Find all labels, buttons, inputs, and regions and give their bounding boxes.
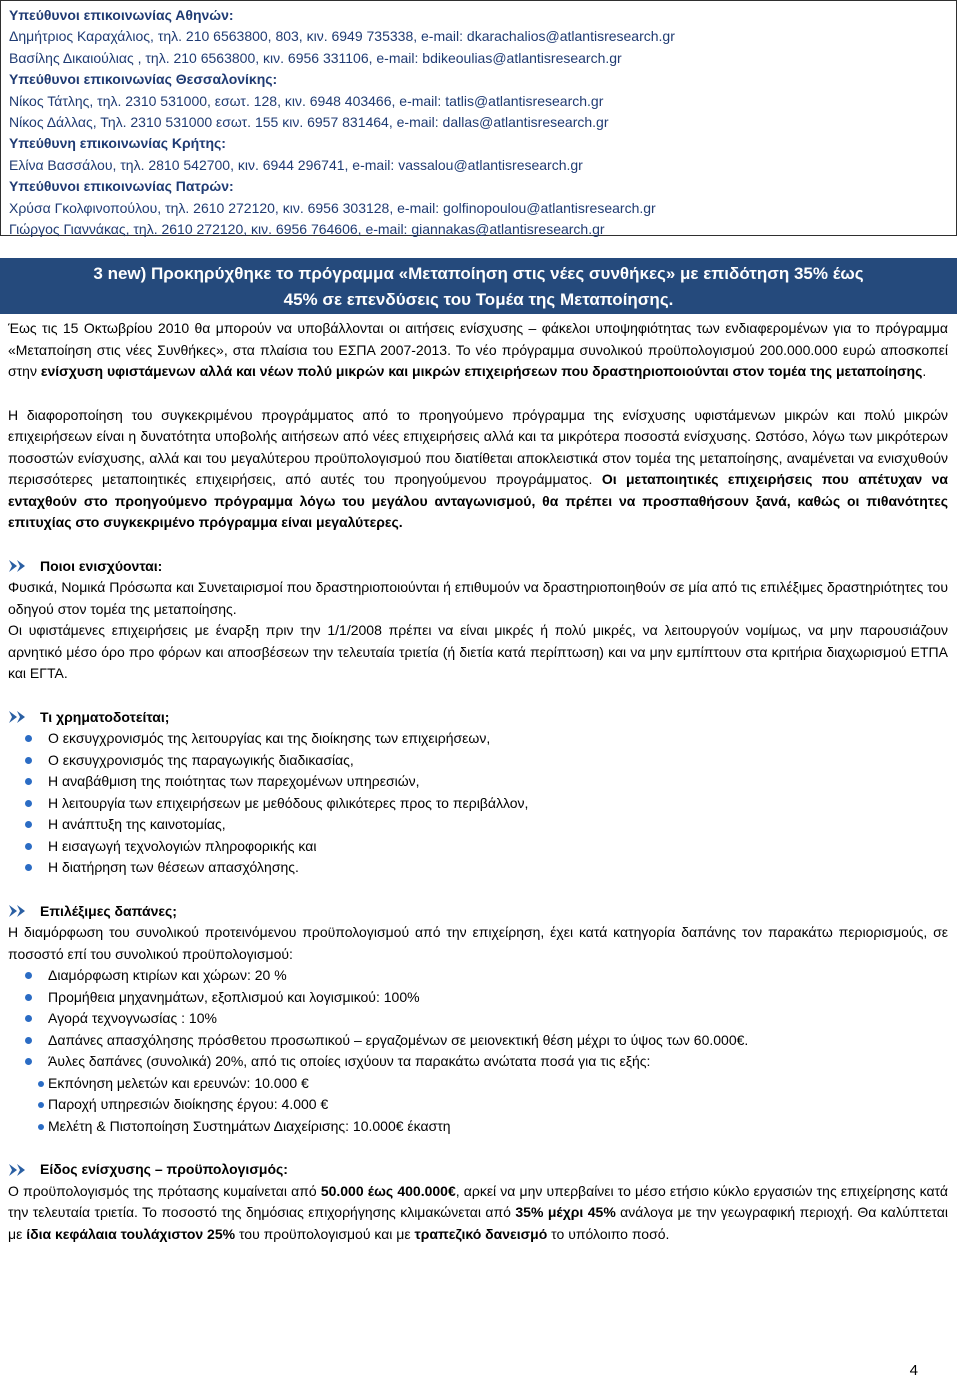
costs-intro: Η διαμόρφωση του συνολικού προτεινόμενου προϋπολογισμού από την επιχείρηση, έχει κατά κατηγορία δαπάνης τον παρακάτω περιορισμούς, σε ποσοστό επί του συνολικού προϋπολογισμού: [8, 924, 948, 962]
sub-list-item: Μελέτη & Πιστοποίηση Συστημάτων Διαχείρισης: 10.000€ έκαστη [8, 1116, 948, 1138]
section-budget-heading [8, 1159, 948, 1181]
contact-heading: Υπεύθυνοι επικοινωνίας Αθηνών: [9, 7, 234, 23]
contact-line [9, 26, 948, 47]
sub-list-item: Εκπόνηση μελετών και ερευνών: 10.000 € [8, 1073, 948, 1095]
section-title: Επιλέξιμες δαπάνες; [40, 902, 177, 919]
section-costs-heading [8, 901, 948, 923]
email-link[interactable]: giannakas@atlantisresearch.gr [411, 221, 605, 238]
sub-list-item: Παροχή υπηρεσιών διοίκησης έργου: 4.000 € [8, 1094, 948, 1116]
contact-line [9, 48, 948, 69]
announcement-banner [0, 258, 957, 314]
contact-heading: Υπεύθυνοι επικοινωνίας Θεσσαλονίκης: [9, 71, 278, 88]
contact-details: Νίκος Τάτλης, τηλ. 2310 531000, εσωτ. 128, κιν. 6948 403466, e-mail: [9, 92, 446, 109]
contact-details: Βασίλης Δικαιούλιας , τηλ. 210 6563800, κιν. 6956 331106, e-mail: [9, 49, 423, 66]
contact-line [9, 155, 948, 176]
email-link[interactable]: dallas@atlantisresearch.gr [442, 114, 609, 131]
list-item: Η διατήρηση των θέσεων απασχόλησης. [8, 857, 948, 879]
email-link[interactable]: bdikeoulias@atlantisresearch.gr [422, 49, 622, 66]
section-who-heading [8, 556, 948, 578]
who-paragraph-2: Οι υφιστάμενες επιχειρήσεις με έναρξη πριν την 1/1/2008 πρέπει να είναι μικρές ή πολύ μικρές, να λειτουργούν νομίμως, να μην παρουσιάζουν αρνητικό μέσο όρο προ φόρων και αποσβέσεων την τελευταία τριετία (ή διετία κατά περίπτωση) και να μην εμπίπτουν στα κριτήρια διαχωρισμού ΕΤΠΑ και ΕΓΤΑ. [8, 622, 948, 681]
section-funded-heading [8, 707, 948, 729]
budget-paragraph: Ο προϋπολογισμός της πρότασης κυμαίνεται από 50.000 έως 400.000€, αρκεί να μην υπερβαίνει το μέσο ετήσιο κύκλο εργασιών της επιχείρησης κατά την τελευταία τριετία. Το ποσοστό της δημόσιας επιχορήγησης κλιμακώνεται από 35% μέχρι 45% ανάλογα με την γεωγραφική περιοχή. Θα καλύπτεται με ίδια κεφάλαια τουλάχιστον 25% του προϋπολογισμού και με τραπεζικό δανεισμό το υπόλοιπο ποσό. [8, 1182, 948, 1242]
email-link[interactable]: tatlis@atlantisresearch.gr [445, 92, 604, 109]
double-chevron-icon [8, 710, 30, 724]
email-link[interactable]: golfinopoulou@atlantisresearch.gr [443, 199, 656, 216]
list-item: Ο εκσυγχρονισμός της παραγωγικής διαδικασίας, [8, 750, 948, 772]
contact-details: Γιώργος Γιαννάκας, τηλ. 2610 272120, κιν. 6956 764606, e-mail: [9, 221, 412, 238]
contacts-box [0, 0, 957, 236]
list-item: Άυλες δαπάνες (συνολικά) 20%, από τις οποίες ισχύουν τα παρακάτω ανώτατα ποσά για τις εξής: [8, 1051, 948, 1073]
email-link[interactable]: vassalou@atlantisresearch.gr [398, 156, 583, 173]
page-number: 4 [909, 1361, 918, 1379]
contact-line [9, 219, 948, 240]
email-link[interactable]: dkarachalios@atlantisresearch.gr [466, 28, 675, 45]
article-body [8, 318, 948, 1245]
list-item: Η εισαγωγή τεχνολογιών πληροφορικής και [8, 836, 948, 858]
contact-line [9, 91, 948, 112]
section-title: Ποιοι ενισχύονται: [40, 557, 163, 574]
list-item: Ο εκσυγχρονισμός της λειτουργίας και της διοίκησης των επιχειρήσεων, [8, 728, 948, 750]
list-item: Η λειτουργία των επιχειρήσεων με μεθόδους φιλικότερες προς το περιβάλλον, [8, 793, 948, 815]
difference-paragraph: Η διαφοροποίηση του συγκεκριμένου προγράμματος από το προηγούμενο πρόγραμμα της ενίσχυσης υφιστάμενων μικρών και πολύ μικρών επιχειρήσεων είναι η δυνατότητα υποβολής αιτήσεων από νέες επιχειρήσεις αλλά και τα μικρότερα ποσοστά ενίσχυσης. Ωστόσο, λόγω των μικρότερων ποσοστών ενίσχυσης, αλλά και του μεγαλύτερου προϋπολογισμού που διατίθεται αποκλειστικά στον τομέα της μεταποίησης, αναμένεται να ενισχυθούν περισσότερες μεταποιητικές επιχειρήσεις, από αυτές του προηγούμενου προγράμματος. Οι μεταποιητικές επιχειρήσεις που απέτυχαν να ενταχθούν στο προηγούμενο πρόγραμμα λόγω του μεγάλου ανταγωνισμού, θα πρέπει να προσπαθήσουν ξανά, καθώς οι πιθανότητες επιτυχίας στο συγκεκριμένο πρόγραμμα είναι μεγαλύτερες. [8, 406, 949, 530]
intro-paragraph: Έως τις 15 Οκτωβρίου 2010 θα μπορούν να υποβάλλονται οι αιτήσεις ενίσχυσης – φάκελοι υποψηφιότητας των ενδιαφερομένων για το πρόγραμμα «Μεταποίηση στις νέες Συνθήκες», στα πλαίσια του ΕΣΠΑ 2007-2013. Το νέο πρόγραμμα συνολικού προϋπολογισμού 200.000.000 ευρώ αποσκοπεί στην ενίσχυση υφιστάμενων αλλά και νέων πολύ μικρών και μικρών επιχειρήσεων που δραστηριοποιούνται στον τομέα της μεταποίησης. [8, 320, 948, 379]
contact-details: Νίκος Δάλλας, Τηλ. 2310 531000 εσωτ. 155 κιν. 6957 831464, e-mail: [9, 114, 443, 131]
contact-line [9, 198, 948, 219]
costs-list [8, 965, 948, 1073]
list-item: Δαπάνες απασχόλησης πρόσθετου προσωπικού – εργαζομένων σε μειονεκτική θέση μέχρι το ύψος των 60.000€. [8, 1030, 948, 1052]
double-chevron-icon [8, 559, 30, 573]
contact-details: Χρύσα Γκολφινοπούλου, τηλ. 2610 272120, κιν. 6956 303128, e-mail: [9, 199, 444, 216]
list-item: Διαμόρφωση κτιρίων και χώρων: 20 % [8, 965, 948, 987]
funded-list [8, 728, 948, 879]
list-item: Η ανάπτυξη της καινοτομίας, [8, 814, 948, 836]
who-paragraph-1: Φυσικά, Νομικά Πρόσωπα και Συνεταιρισμοί που δραστηριοποιούνται ή επιθυμούν να δραστηριοποιηθούν σε μία από τις επιλέξιμες δραστηριότητες του οδηγού στον τομέα της μεταποίησης. [8, 579, 948, 617]
contact-details: Ελίνα Βασσάλου, τηλ. 2810 542700, κιν. 6944 296741, e-mail: [9, 156, 399, 173]
banner-line-2: 45% σε επενδύσεις του Τομέα της Μεταποίησης. [283, 290, 674, 309]
list-item: Προμήθεια μηχανημάτων, εξοπλισμού και λογισμικού: 100% [8, 987, 948, 1009]
section-title: Τι χρηματοδοτείται; [40, 708, 170, 725]
banner-line-1: 3 new) Προκηρύχθηκε το πρόγραμμα «Μεταποίηση στις νέες συνθήκες» με επιδότηση 35% έως [93, 264, 864, 283]
list-item: Η αναβάθμιση της ποιότητας των παρεχομένων υπηρεσιών, [8, 771, 948, 793]
contact-details: Δημήτριος Καραχάλιος, τηλ. 210 6563800, 803, κιν. 6949 735338, e-mail: [9, 28, 467, 45]
list-item: Αγορά τεχνογνωσίας : 10% [8, 1008, 948, 1030]
contact-heading: Υπεύθυνη επικοινωνίας Κρήτης: [9, 135, 226, 152]
double-chevron-icon [8, 904, 30, 918]
costs-sublist [8, 1073, 948, 1138]
contact-line [9, 112, 948, 133]
double-chevron-icon [8, 1163, 30, 1177]
contact-heading: Υπεύθυνοι επικοινωνίας Πατρών: [9, 178, 234, 195]
section-title: Είδος ενίσχυσης – προϋπολογισμός: [40, 1161, 288, 1177]
